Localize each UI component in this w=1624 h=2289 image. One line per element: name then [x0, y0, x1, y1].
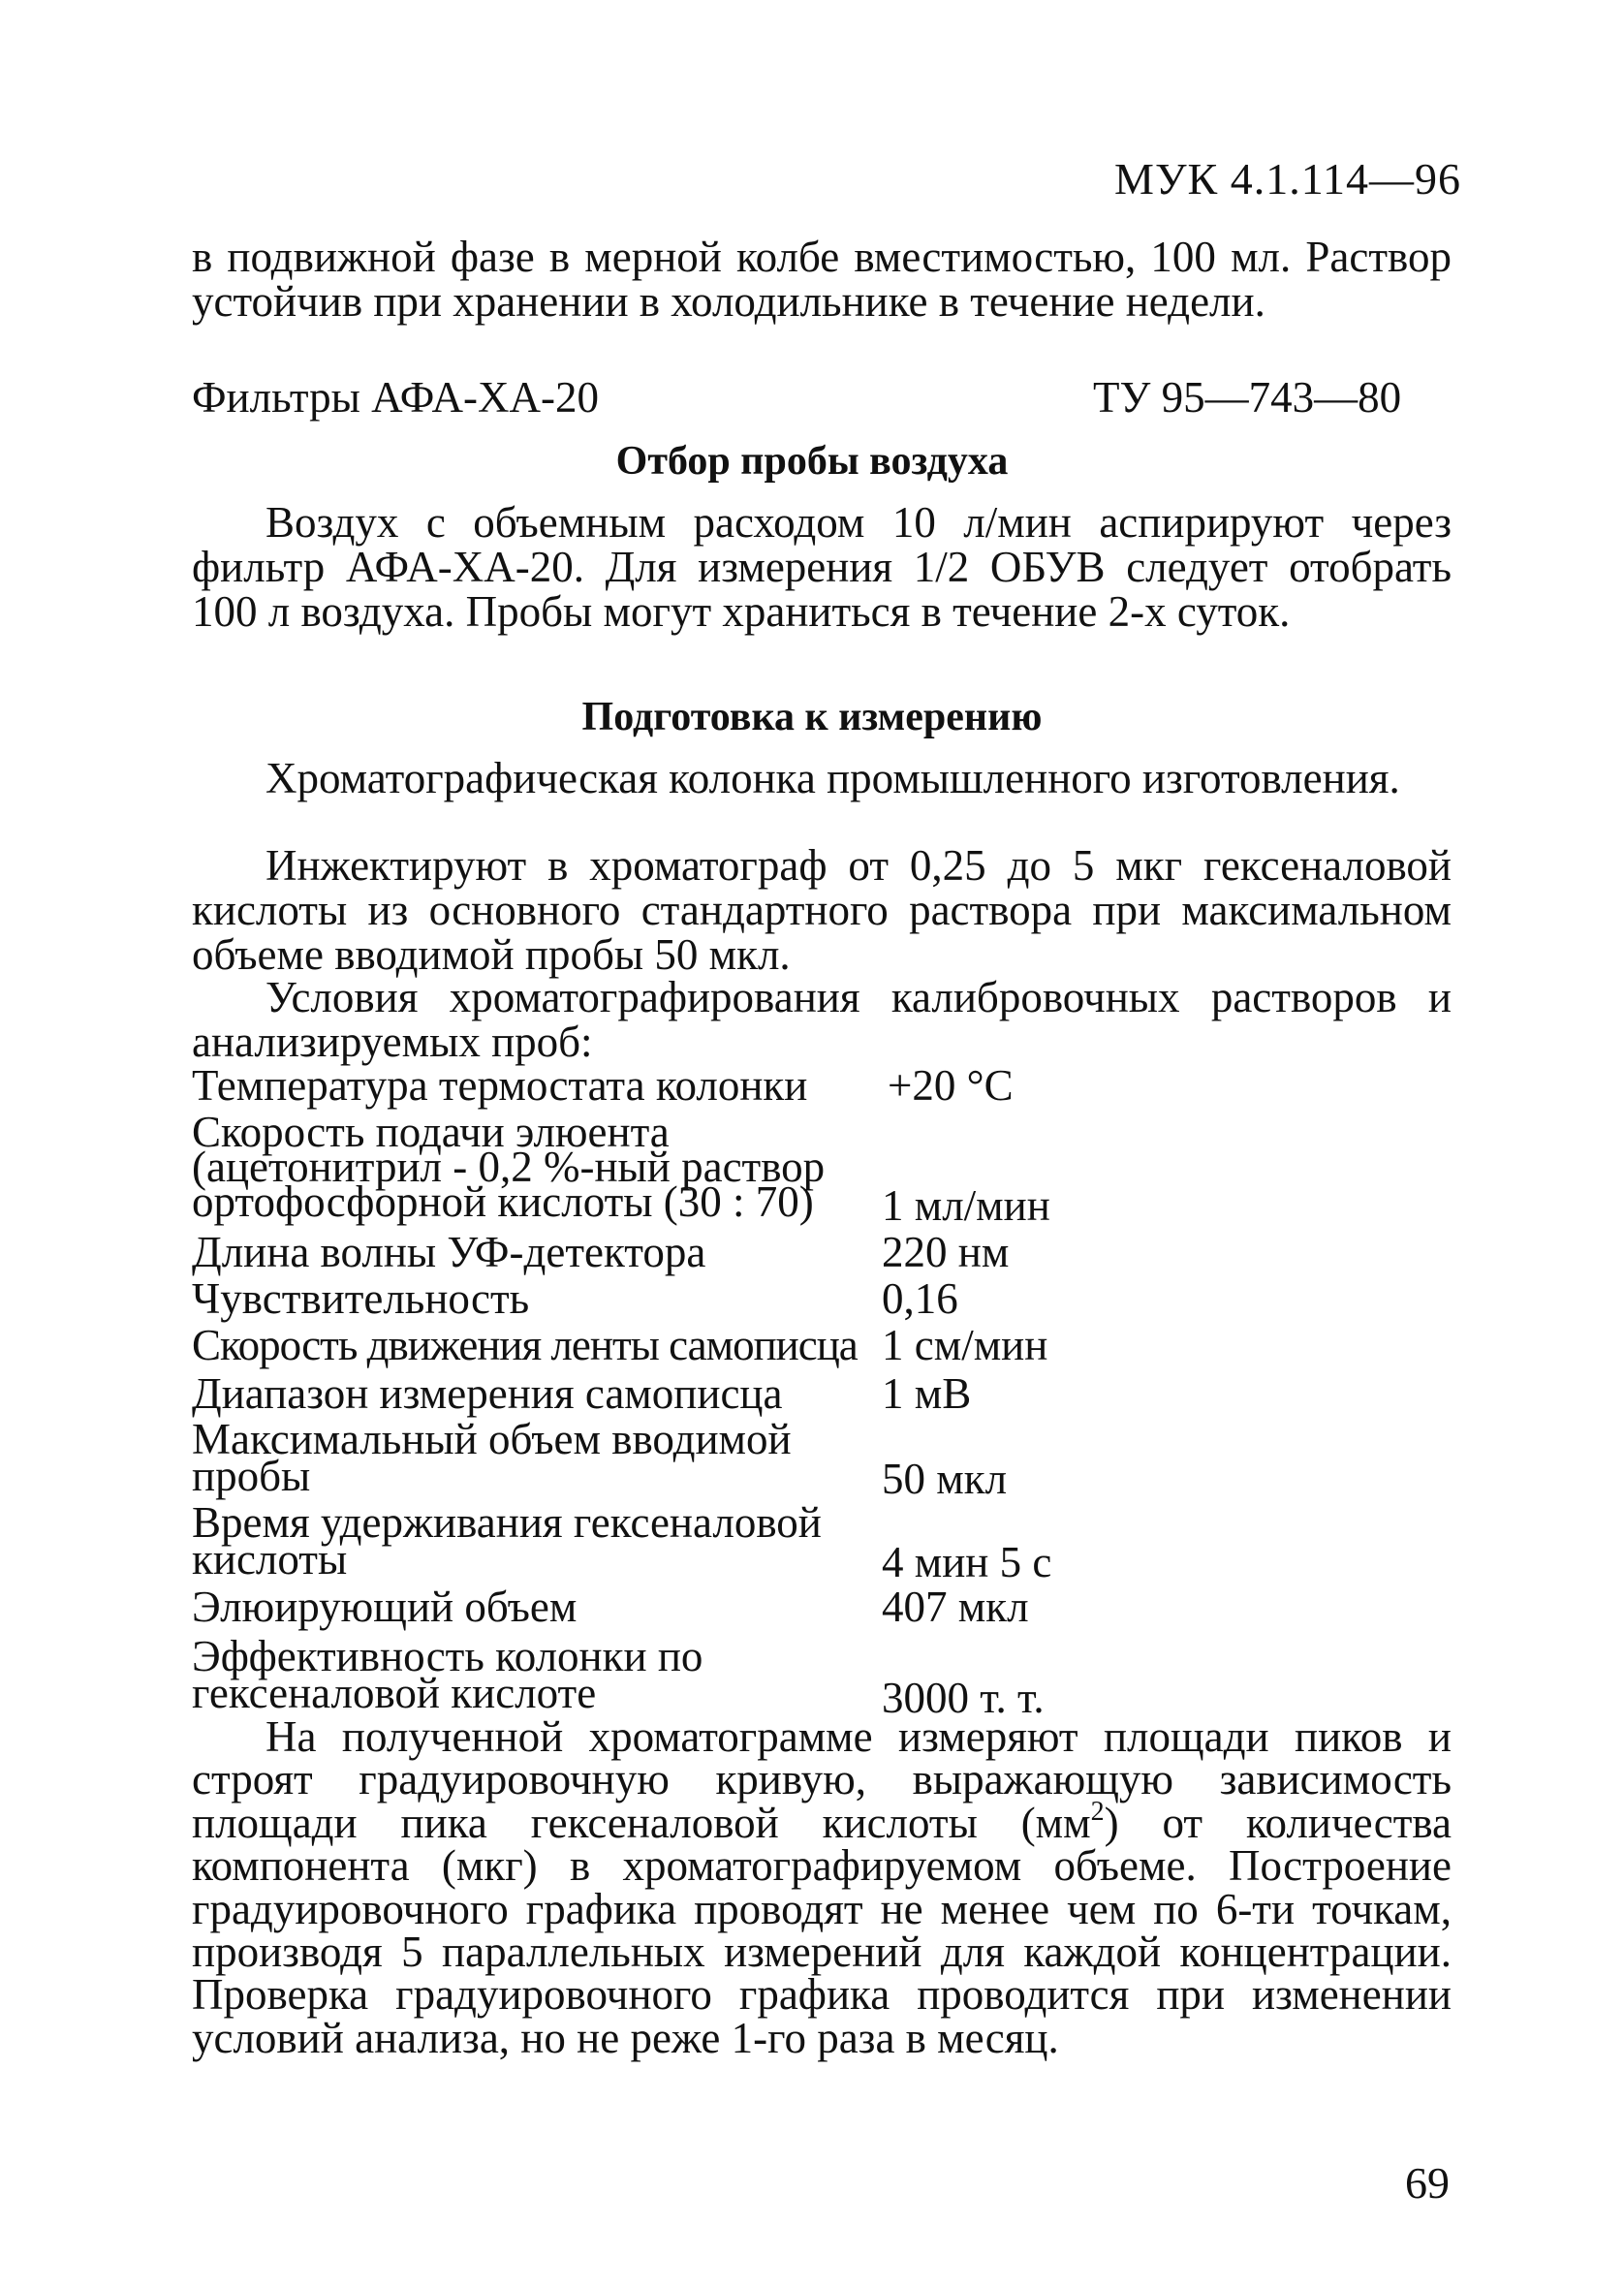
condition-value: 4 мин 5 с [882, 1538, 1052, 1586]
preparation-paragraph-2: Инжектируют в хроматограф от 0,25 до 5 мкг гексеналовой кислоты из основного стандартного раствора при максимальном объеме вводимой пробы 50 мкл. [192, 841, 1452, 979]
condition-value: 0,16 [882, 1274, 958, 1323]
filters-label: Фильтры АФА-ХА-20 [192, 373, 599, 422]
final-text-start: На полученной хроматограмме измеряют площади пиков и строят градуировочную кривую, выражающую зависимость площади пика гексеналовой кислоты (мм [192, 1712, 1452, 1847]
filters-spec: ТУ 95—743—80 [1093, 373, 1402, 422]
condition-label: Длина волны УФ-детектора [192, 1228, 706, 1276]
final-paragraph [192, 1712, 1452, 2062]
condition-label: Температура термостата колонки [192, 1061, 808, 1110]
preparation-paragraph-3: Условия хроматографирования калибровочных растворов и анализируемых проб: [192, 973, 1452, 1066]
intro-paragraph: в подвижной фазе в мерной колбе вместимостью, 100 мл. Раствор устойчив при хранении в холодильнике в течение недели. [192, 233, 1452, 326]
condition-label: Скорость движения ленты самописца [192, 1321, 858, 1369]
final-text-end: ) от количества компонента (мкг) в хроматографируемом объеме. Построение градуировочного графика проводят не менее чем по 6-ти точкам, производя 5 параллельных измерений для каждой концентрации. Проверка градуировочного графика проводится при изменении условий анализа, но не реже 1-го раза в месяц. [192, 1798, 1452, 2062]
preparation-heading: Подготовка к измерению [581, 695, 1043, 739]
condition-label: Чувствительность [192, 1274, 530, 1323]
preparation-paragraph-1: Хроматографическая колонка промышленного изготовления. [265, 754, 1400, 802]
condition-label: Максимальный объем вводимой пробы [192, 1415, 792, 1500]
superscript-two: 2 [1090, 1796, 1105, 1827]
condition-label: Диапазон измерения самописца [192, 1369, 783, 1418]
condition-value: 407 мкл [882, 1583, 1029, 1631]
condition-value: +20 °С [888, 1061, 1014, 1110]
condition-value: 3000 т. т. [882, 1674, 1045, 1722]
document-code: МУК 4.1.114—96 [1114, 154, 1461, 204]
sampling-heading: Отбор пробы воздуха [615, 439, 1009, 484]
filters-line [192, 372, 1452, 423]
condition-value: 1 см/мин [882, 1321, 1048, 1369]
condition-label: Скорость подачи элюента (ацетонитрил - 0,2 %-ный раствор ортофосфорной кислоты (30 : 70) [192, 1108, 826, 1226]
condition-value: 50 мкл [882, 1455, 1008, 1503]
condition-label: Эффективность колонки по гексеналовой кислоте [192, 1632, 703, 1717]
condition-value: 1 мл/мин [882, 1181, 1050, 1230]
page-number: 69 [1405, 2158, 1450, 2208]
condition-label: Время удерживания гексеналовой кислоты [192, 1498, 822, 1583]
sampling-paragraph: Воздух с объемным расходом 10 л/мин аспирируют через фильтр АФА-ХА-20. Для измерения 1/2 ОБУВ следует отобрать 100 л воздуха. Пробы могут храниться в течение 2-х суток. [192, 498, 1452, 636]
condition-value: 1 мВ [882, 1369, 972, 1418]
condition-value: 220 нм [882, 1228, 1010, 1276]
condition-label: Элюирующий объем [192, 1583, 578, 1631]
